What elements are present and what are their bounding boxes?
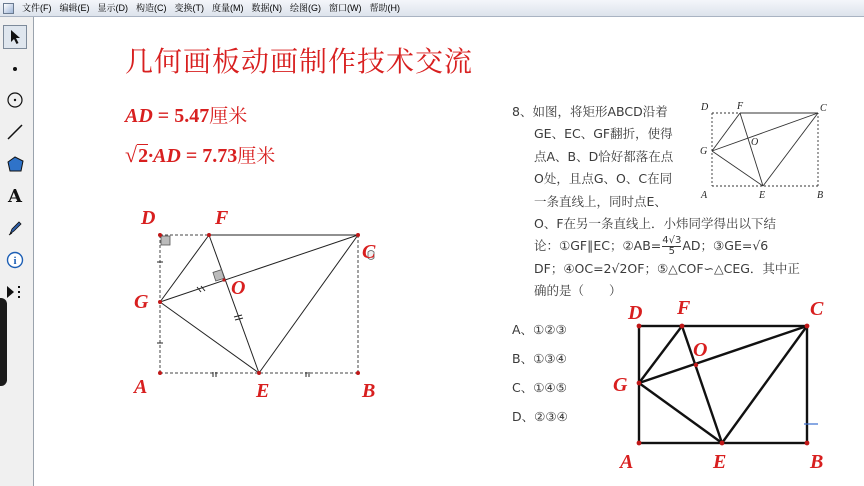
menu-data[interactable]: 数据(N) [251, 3, 282, 13]
answer-label-f[interactable]: F [677, 297, 691, 319]
sqrt-symbol: √ [125, 142, 138, 167]
menu-file[interactable]: 文件(F) [22, 3, 52, 13]
label-d[interactable]: D [141, 207, 156, 229]
menu-display[interactable]: 显示(D) [97, 3, 128, 13]
menu-transform[interactable]: 变换(T) [174, 3, 204, 13]
label-o[interactable]: O [231, 277, 246, 299]
svg-text:i: i [13, 255, 17, 267]
answer-label-a[interactable]: A [620, 451, 634, 473]
measure-value: 5.47 [174, 105, 210, 127]
fraction-denominator: 5 [668, 246, 675, 258]
small-label-g: G [700, 146, 708, 157]
small-label-b: B [817, 190, 824, 201]
label-f[interactable]: F [215, 207, 229, 229]
question-line: O、F在另一条直线上．小炜同学得出以下结 [534, 216, 777, 232]
label-e[interactable]: E [256, 380, 270, 402]
answer-label-c[interactable]: C [810, 298, 824, 320]
answer-label-e[interactable]: E [713, 451, 727, 473]
question-line: 确的是（ ） [534, 283, 622, 299]
measure-unit: 厘米 [209, 105, 248, 127]
question-line: 点A、B、D恰好都落在点 [534, 148, 674, 164]
menu-construct[interactable]: 构造(C) [136, 3, 167, 13]
question-line: 8、如图，将矩形ABCD沿着 [512, 104, 668, 119]
measure-value: 7.73 [202, 145, 238, 167]
choice-c[interactable]: C、①④⑤ [512, 380, 567, 395]
menu-graph[interactable]: 绘图(G) [290, 3, 321, 13]
answer-label-d[interactable]: D [628, 302, 643, 324]
question-fragment: 论：①GF∥EC；②AB= [534, 238, 662, 254]
measure-unit: 厘米 [237, 145, 276, 167]
choice-b[interactable]: B、①③④ [512, 351, 567, 366]
choice-a[interactable]: A、①②③ [512, 322, 567, 337]
small-label-o: O [751, 137, 759, 148]
page-title: 几何画板动画制作技术交流 [125, 45, 474, 78]
label-a[interactable]: A [134, 376, 148, 398]
answer-label-o[interactable]: O [693, 339, 708, 361]
small-label-e: E [759, 190, 766, 201]
text-a-icon: A [8, 185, 22, 207]
answer-label-g[interactable]: G [613, 374, 628, 396]
question-line: 一条直线上，同时点E、 [534, 193, 667, 209]
menu-measure[interactable]: 度量(M) [212, 3, 244, 13]
small-label-f: F [737, 101, 744, 112]
label-c[interactable]: C [362, 241, 376, 263]
measure-eq: = [180, 145, 203, 167]
small-label-a: A [701, 190, 708, 201]
measure-label: ·AD [148, 145, 181, 167]
menu-window[interactable]: 窗口(W) [329, 3, 362, 13]
measure-eq: = [152, 105, 175, 127]
question-line: DF；④OC=2√2OF；⑤△COF∽△CEG．其中正 [534, 260, 800, 276]
answer-label-b[interactable]: B [810, 451, 824, 473]
label-g[interactable]: G [134, 291, 149, 313]
question-line: O处，且点G、O、C在同 [534, 171, 673, 187]
small-label-d: D [701, 102, 709, 113]
menu-edit[interactable]: 编辑(E) [59, 3, 90, 13]
question-fragment: AD；③GE=√6 [682, 238, 769, 254]
fraction-numerator: 4√3 [662, 235, 682, 247]
small-label-c: C [820, 103, 827, 114]
measure-label: AD [125, 105, 153, 127]
menu-help[interactable]: 帮助(H) [369, 3, 400, 13]
label-b[interactable]: B [362, 380, 376, 402]
sqrt-coef: 2 [138, 145, 149, 167]
question-line: GE、EC、GF翻折，使得 [534, 126, 673, 142]
choice-d[interactable]: D、②③④ [512, 409, 568, 424]
